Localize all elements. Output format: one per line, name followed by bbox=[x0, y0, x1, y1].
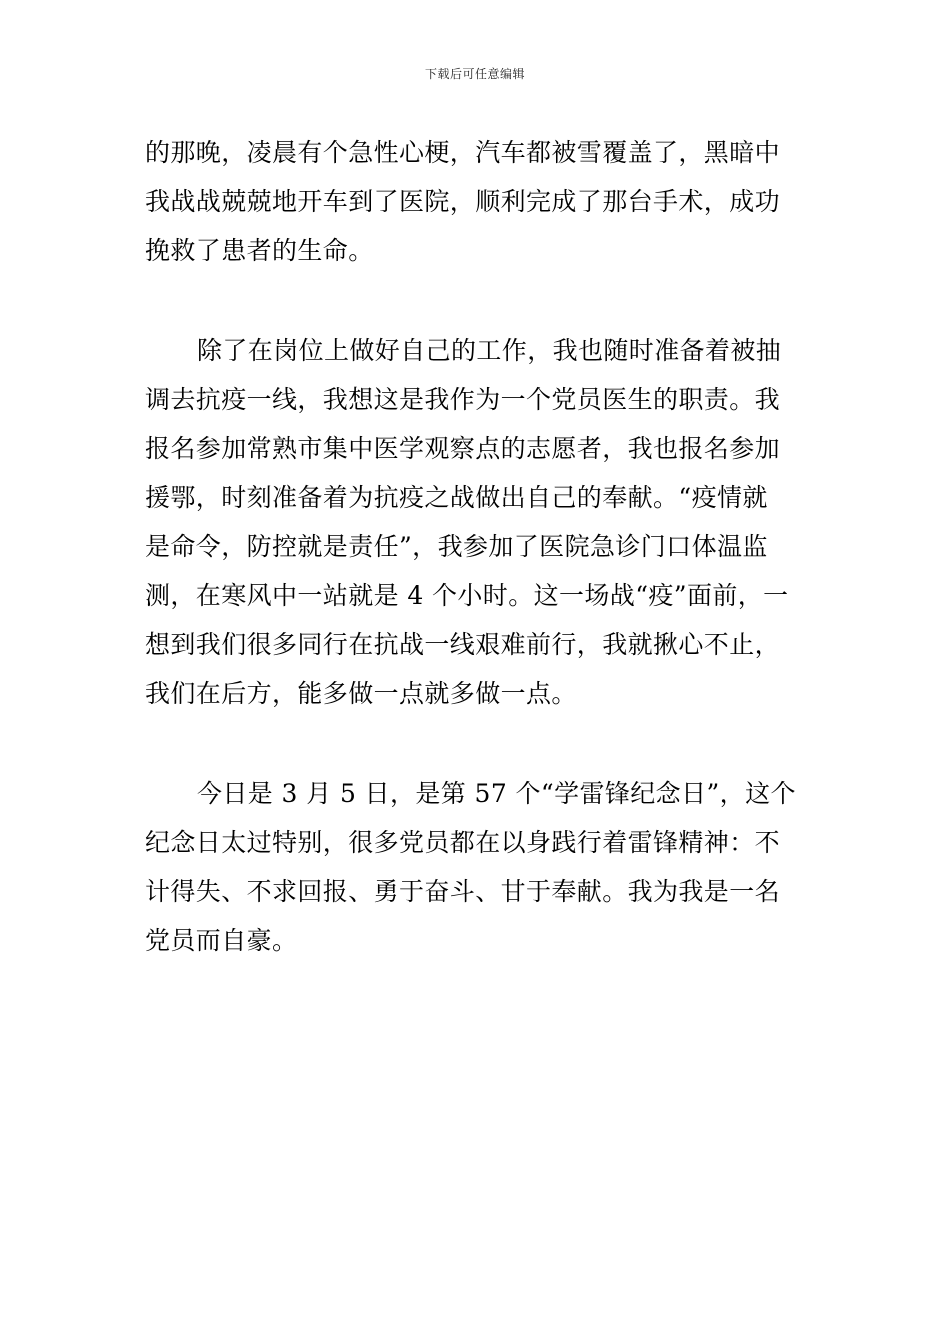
text-line: 除了在岗位上做好自己的工作，我也随时准备着被抽 bbox=[197, 336, 782, 365]
text-line: 党员而自豪。 bbox=[145, 926, 298, 955]
text-line: 想到我们很多同行在抗战一线艰难前行，我就揪心不止， bbox=[145, 630, 781, 659]
text-line: 我战战兢兢地开车到了医院，顺利完成了那台手术，成功 bbox=[145, 187, 781, 216]
text-line: 报名参加常熟市集中医学观察点的志愿者，我也报名参加 bbox=[145, 434, 781, 463]
text-line: 的那晚，凌晨有个急性心梗，汽车都被雪覆盖了，黑暗中 bbox=[145, 138, 781, 167]
text-line: 今日是 3 月 5 日，是第 57 个“学雷锋纪念日”，这个 bbox=[197, 779, 796, 808]
text-line: 挽救了患者的生命。 bbox=[145, 236, 374, 265]
paragraph-gap bbox=[145, 275, 809, 326]
page-header: 下载后可任意编辑 bbox=[424, 67, 525, 81]
text-line: 调去抗疫一线，我想这是我作为一个党员医生的职责。我 bbox=[145, 385, 781, 414]
text-line: 我们在后方，能多做一点就多做一点。 bbox=[145, 679, 577, 708]
paragraph-1 bbox=[145, 128, 809, 275]
paragraph-3 bbox=[145, 769, 809, 965]
text-line: 计得失、不求回报、勇于奋斗、甘于奉献。我为我是一名 bbox=[145, 877, 781, 906]
text-line: 测，在寒风中一站就是 4 个小时。这一场战“疫”面前，一 bbox=[145, 581, 789, 610]
text-line: 援鄂，时刻准备着为抗疫之战做出自己的奉献。“疫情就 bbox=[145, 483, 768, 512]
text-line: 纪念日太过特别，很多党员都在以身践行着雷锋精神：不 bbox=[145, 828, 781, 857]
document-body bbox=[145, 128, 809, 965]
paragraph-gap bbox=[145, 718, 809, 769]
text-line: 是命令，防控就是责任”，我参加了医院急诊门口体温监 bbox=[145, 532, 768, 561]
paragraph-2 bbox=[145, 326, 809, 718]
